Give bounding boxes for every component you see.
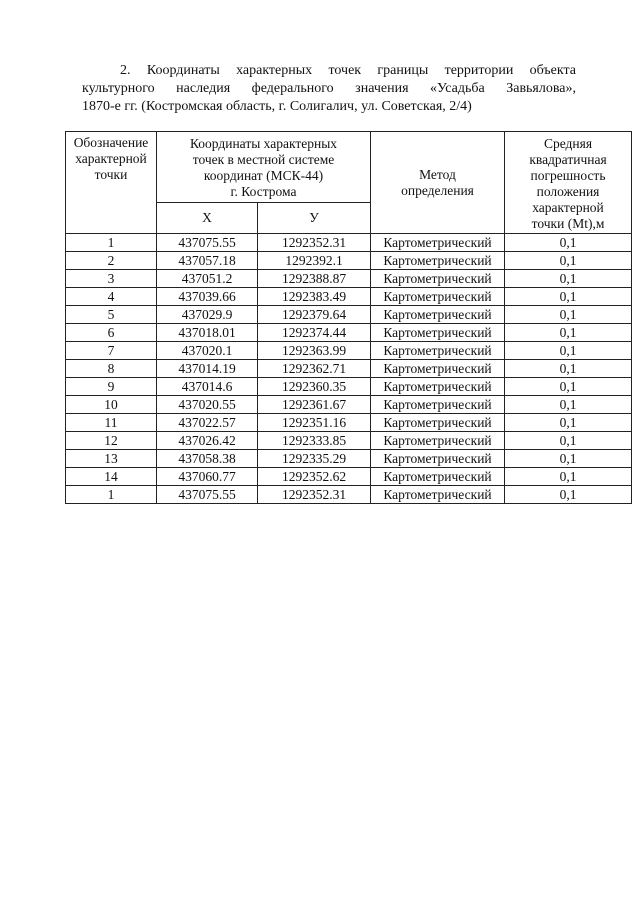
cell-mean-error: 0,1 — [505, 414, 632, 432]
cell-point-number: 4 — [66, 288, 157, 306]
cell-point-number: 2 — [66, 252, 157, 270]
cell-method: Картометрический — [371, 234, 505, 252]
cell-method: Картометрический — [371, 270, 505, 288]
cell-mean-error: 0,1 — [505, 288, 632, 306]
header-point-designation: Обозначение характерной точки — [66, 132, 157, 234]
cell-y: 1292335.29 — [258, 450, 371, 468]
cell-y: 1292374.44 — [258, 324, 371, 342]
cell-y: 1292351.16 — [258, 414, 371, 432]
cell-x: 437020.55 — [157, 396, 258, 414]
table-row — [66, 378, 632, 396]
cell-method: Картометрический — [371, 342, 505, 360]
cell-point-number: 1 — [66, 486, 157, 504]
heading-line: 1870-е гг. (Костромская область, г. Солигалич, ул. Советская, 2/4) — [82, 99, 472, 114]
cell-y: 1292352.31 — [258, 486, 371, 504]
cell-method: Картометрический — [371, 324, 505, 342]
header-method: Метод определения — [371, 132, 505, 234]
cell-point-number: 9 — [66, 378, 157, 396]
cell-x: 437039.66 — [157, 288, 258, 306]
table-row — [66, 414, 632, 432]
cell-y: 1292360.35 — [258, 378, 371, 396]
table-row — [66, 324, 632, 342]
cell-point-number: 3 — [66, 270, 157, 288]
cell-x: 437051.2 — [157, 270, 258, 288]
cell-mean-error: 0,1 — [505, 468, 632, 486]
cell-method: Картометрический — [371, 432, 505, 450]
header-x: Х — [157, 203, 258, 234]
cell-point-number: 7 — [66, 342, 157, 360]
cell-y: 1292392.1 — [258, 252, 371, 270]
cell-method: Картометрический — [371, 306, 505, 324]
cell-y: 1292361.67 — [258, 396, 371, 414]
coordinates-table — [65, 131, 632, 504]
cell-mean-error: 0,1 — [505, 324, 632, 342]
table-row — [66, 288, 632, 306]
cell-x: 437022.57 — [157, 414, 258, 432]
cell-point-number: 1 — [66, 234, 157, 252]
table-row — [66, 486, 632, 504]
table-row — [66, 450, 632, 468]
cell-mean-error: 0,1 — [505, 234, 632, 252]
table-row — [66, 252, 632, 270]
cell-point-number: 6 — [66, 324, 157, 342]
cell-y: 1292383.49 — [258, 288, 371, 306]
cell-point-number: 8 — [66, 360, 157, 378]
cell-x: 437026.42 — [157, 432, 258, 450]
cell-x: 437075.55 — [157, 486, 258, 504]
cell-mean-error: 0,1 — [505, 360, 632, 378]
cell-mean-error: 0,1 — [505, 306, 632, 324]
cell-x: 437018.01 — [157, 324, 258, 342]
cell-point-number: 11 — [66, 414, 157, 432]
cell-point-number: 10 — [66, 396, 157, 414]
cell-point-number: 12 — [66, 432, 157, 450]
cell-mean-error: 0,1 — [505, 486, 632, 504]
cell-method: Картометрический — [371, 486, 505, 504]
cell-method: Картометрический — [371, 360, 505, 378]
cell-x: 437060.77 — [157, 468, 258, 486]
cell-y: 1292352.62 — [258, 468, 371, 486]
section-heading — [82, 62, 576, 116]
cell-x: 437058.38 — [157, 450, 258, 468]
table-body — [66, 234, 632, 504]
cell-y: 1292352.31 — [258, 234, 371, 252]
table-row — [66, 342, 632, 360]
cell-x: 437020.1 — [157, 342, 258, 360]
cell-point-number: 5 — [66, 306, 157, 324]
table-row — [66, 468, 632, 486]
cell-y: 1292362.71 — [258, 360, 371, 378]
cell-y: 1292333.85 — [258, 432, 371, 450]
table-header-row — [66, 132, 632, 203]
header-y: У — [258, 203, 371, 234]
cell-x: 437075.55 — [157, 234, 258, 252]
cell-method: Картометрический — [371, 252, 505, 270]
table-row — [66, 270, 632, 288]
cell-mean-error: 0,1 — [505, 252, 632, 270]
cell-mean-error: 0,1 — [505, 270, 632, 288]
cell-mean-error: 0,1 — [505, 450, 632, 468]
cell-method: Картометрический — [371, 378, 505, 396]
cell-method: Картометрический — [371, 288, 505, 306]
cell-mean-error: 0,1 — [505, 396, 632, 414]
cell-x: 437014.19 — [157, 360, 258, 378]
cell-method: Картометрический — [371, 450, 505, 468]
cell-point-number: 13 — [66, 450, 157, 468]
cell-mean-error: 0,1 — [505, 342, 632, 360]
header-mean-error: Средняя квадратичная погрешность положения характерной точки (Mt),м — [505, 132, 632, 234]
table-row — [66, 396, 632, 414]
cell-x: 437057.18 — [157, 252, 258, 270]
table-row — [66, 234, 632, 252]
cell-y: 1292388.87 — [258, 270, 371, 288]
cell-x: 437029.9 — [157, 306, 258, 324]
table-row — [66, 306, 632, 324]
cell-mean-error: 0,1 — [505, 432, 632, 450]
cell-x: 437014.6 — [157, 378, 258, 396]
cell-method: Картометрический — [371, 396, 505, 414]
table-row — [66, 432, 632, 450]
cell-method: Картометрический — [371, 468, 505, 486]
table-row — [66, 360, 632, 378]
heading-line: 2. Координаты характерных точек границы территории объекта — [120, 63, 576, 78]
cell-y: 1292363.99 — [258, 342, 371, 360]
header-coordinates: Координаты характерных точек в местной системе координат (МСК-44) г. Кострома — [157, 132, 371, 203]
heading-line: культурного наследия федерального значения «Усадьба Завьялова», — [82, 81, 576, 96]
cell-method: Картометрический — [371, 414, 505, 432]
cell-point-number: 14 — [66, 468, 157, 486]
cell-y: 1292379.64 — [258, 306, 371, 324]
cell-mean-error: 0,1 — [505, 378, 632, 396]
